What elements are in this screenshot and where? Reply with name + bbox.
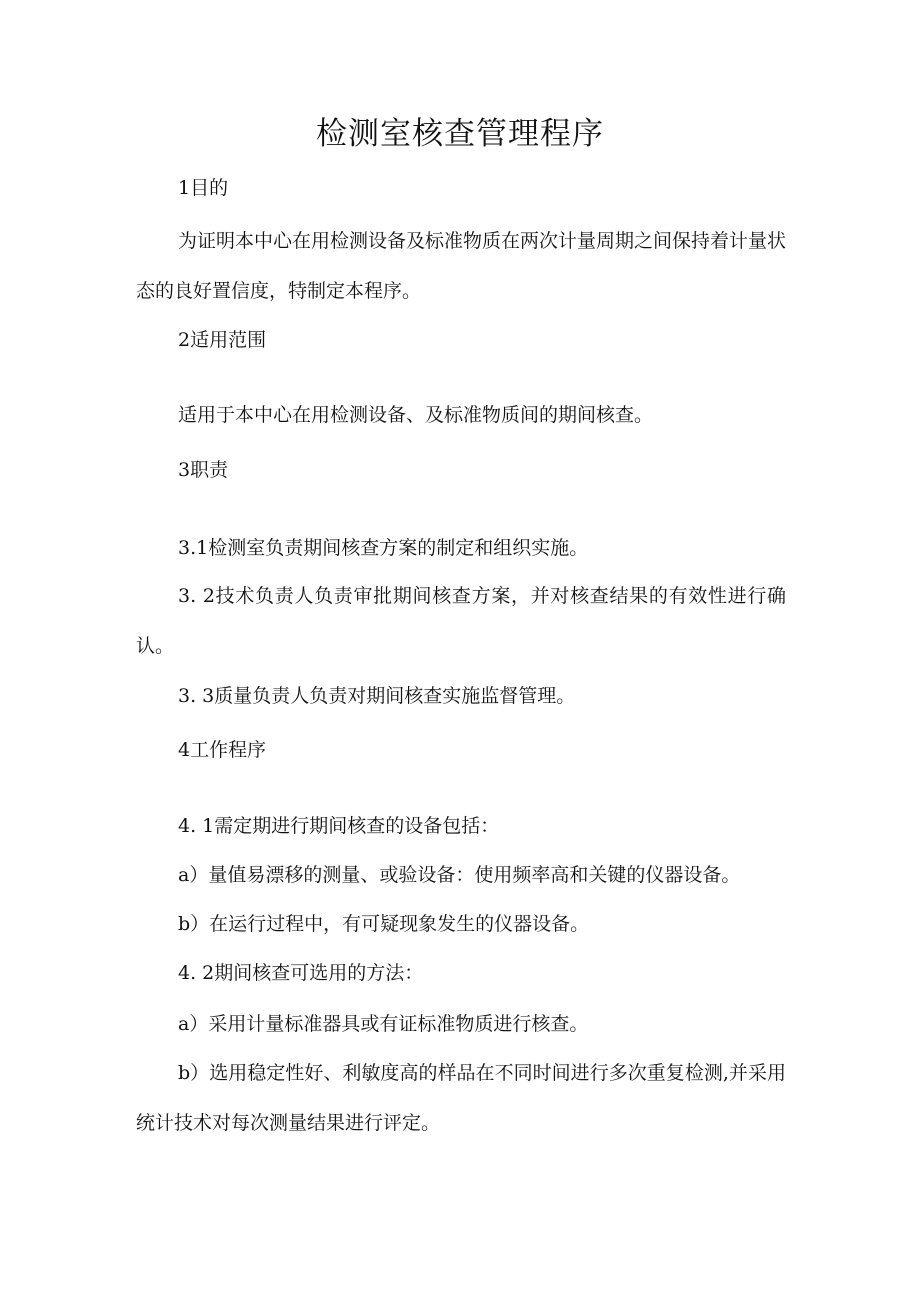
section-3-1: 3.1检测室负责期间核查方案的制定和组织实施。 (178, 537, 589, 559)
section-3-3: 3. 3质量负责人负责对期间核查实施监督管理。 (178, 685, 576, 707)
section-4-1: 4. 1需定期进行期间核查的设备包括： (178, 815, 500, 837)
section-4-2-item-a: a）采用计量标准器具或有证标准物质进行核查。 (178, 1013, 589, 1035)
document-title: 检测室核查管理程序 (316, 116, 604, 152)
section-1-heading: 1目的 (178, 177, 229, 199)
section-4-1-item-a: a）量值易漂移的测量、或验设备：使用频率高和关键的仪器设备。 (178, 864, 741, 886)
section-4-2: 4. 2期间核查可选用的方法： (178, 962, 424, 984)
section-4-2-item-b: b）选用稳定性好、利敏度高的样品在不同时间进行多次重复检测,并采用统计技术对每次测量结果进行评定。 (136, 1062, 786, 1134)
section-2-body: 适用于本中心在用检测设备、及标准物质间的期间核查。 (178, 404, 654, 426)
section-3-heading: 3职责 (178, 459, 229, 481)
section-3-2: 3. 2技术负责人负责审批期间核查方案，并对核查结果的有效性进行确认。 (136, 585, 786, 657)
section-4-heading: 4工作程序 (178, 739, 267, 761)
section-1-body: 为证明本中心在用检测设备及标准物质在两次计量周期之间保持着计量状态的良好置信度，特制定本程序。 (136, 230, 787, 302)
section-4-1-item-b: b）在运行过程中，有可疑现象发生的仪器设备。 (178, 913, 590, 935)
section-2-heading: 2适用范围 (178, 329, 267, 351)
